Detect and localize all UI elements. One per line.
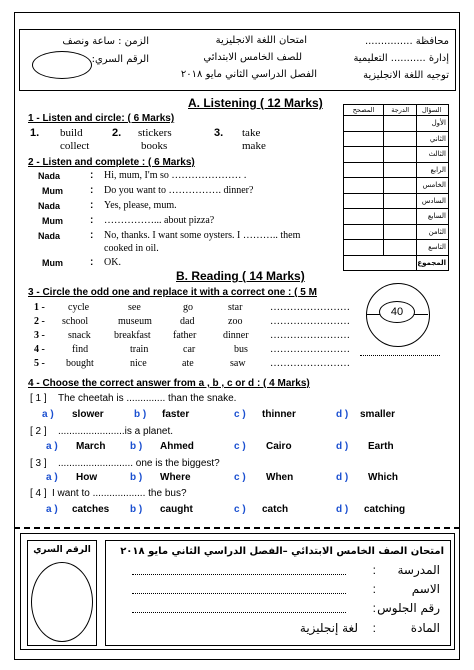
q3-word[interactable]: bus — [234, 344, 248, 355]
dialog-line: cooked in oil. — [104, 243, 159, 254]
speaker-label: Mum — [42, 186, 63, 196]
score-signature-line — [360, 355, 440, 356]
school-label: المدرسة — [397, 563, 440, 577]
name-label: الاسم — [411, 582, 440, 596]
q4-option[interactable]: Cairo — [266, 441, 292, 452]
q4-option[interactable]: Earth — [368, 441, 394, 452]
speaker-label: Mum — [42, 258, 63, 268]
q3-word[interactable]: saw — [230, 358, 246, 369]
colon: : — [372, 563, 376, 577]
exam-header — [19, 29, 456, 91]
q3-row-number: 1 - — [34, 302, 45, 313]
q1-option[interactable]: build — [60, 127, 83, 139]
seat-number-label: رقم الجلوس — [377, 601, 440, 615]
q3-word[interactable]: star — [228, 302, 243, 313]
speaker-label: Nada — [38, 231, 61, 241]
q1-option[interactable]: stickers — [138, 127, 172, 139]
dialog-line: OK. — [104, 257, 121, 268]
q3-row-number: 4 - — [34, 344, 45, 355]
option-letter: a ) — [46, 472, 58, 483]
q3-answer-line[interactable]: …………………… — [270, 316, 350, 327]
q3-word[interactable]: dad — [180, 316, 195, 327]
q3-word[interactable]: museum — [118, 316, 152, 327]
colon: : — [90, 170, 94, 181]
q4-option[interactable]: smaller — [360, 409, 396, 420]
q3-word[interactable]: cycle — [68, 302, 90, 313]
q1-option[interactable]: make — [242, 140, 266, 152]
option-letter: b ) — [130, 441, 143, 452]
term-label: الفصل الدراسي الثاني مايو ٢٠١٨ — [180, 69, 317, 80]
option-letter: a ) — [46, 504, 58, 515]
name-field[interactable] — [132, 593, 346, 594]
q4-option[interactable]: Where — [160, 472, 191, 483]
q4-number: [ 2 ] — [30, 426, 47, 437]
secret-number-box — [27, 540, 97, 646]
school-field[interactable] — [132, 574, 346, 575]
q3-answer-line[interactable]: …………………… — [270, 302, 350, 313]
q4-stem: I want to ................... the bus? — [52, 488, 187, 499]
grades-row-label: الثالث — [417, 147, 449, 163]
q4-option[interactable]: caught — [160, 504, 193, 515]
grades-header: المصحح — [344, 105, 384, 116]
governorate-field: محافظة ............... — [364, 36, 449, 47]
time-label: الزمن : ساعة ونصف — [62, 36, 149, 47]
score-total: 40 — [379, 301, 415, 323]
dialog-line: ……………... about pizza? — [104, 215, 215, 226]
administration-field: إدارة ........... التعليمية — [353, 53, 449, 64]
colon: : — [90, 185, 94, 196]
q3-answer-line[interactable]: …………………… — [270, 358, 350, 369]
colon: : — [372, 582, 376, 596]
speaker-label: Nada — [38, 171, 61, 181]
q1-option[interactable]: collect — [60, 140, 90, 152]
q3-word[interactable]: find — [72, 344, 89, 355]
q3-word[interactable]: train — [130, 344, 149, 355]
colon: : — [90, 257, 94, 268]
grades-row-label: الرابع — [417, 162, 449, 178]
q3-row-number: 3 - — [34, 330, 45, 341]
dialog-line: No, thanks. I want some oysters. I ……….. them — [104, 230, 301, 241]
q4-stem: ........................is a planet. — [58, 426, 174, 437]
q4-option[interactable]: When — [266, 472, 294, 483]
speaker-label: Mum — [42, 216, 63, 226]
q4-stem: The cheetah is .............. than the snake. — [58, 393, 237, 404]
q3-word[interactable]: father — [173, 330, 197, 341]
q3-word[interactable]: nice — [130, 358, 147, 369]
grades-table — [343, 104, 449, 271]
q3-word[interactable]: school — [62, 316, 89, 327]
q1-items — [28, 127, 328, 155]
q4-number: [ 1 ] — [30, 393, 47, 404]
q1-title: 1 - Listen and circle: ( 6 Marks) — [28, 113, 175, 124]
q1-option[interactable]: take — [242, 127, 261, 139]
q4-stem: ........................... one is the biggest? — [58, 458, 220, 469]
q4-option[interactable]: faster — [162, 409, 190, 420]
exam-title: امتحان اللغة الانجليزية — [215, 35, 307, 46]
q4-option[interactable]: catching — [364, 504, 406, 515]
q3-row-number: 2 - — [34, 316, 45, 327]
q2-dialog — [28, 170, 338, 270]
option-letter: d ) — [336, 441, 349, 452]
colon: : — [90, 230, 94, 241]
option-letter: d ) — [336, 472, 349, 483]
q3-word[interactable]: zoo — [228, 316, 243, 327]
q3-word[interactable]: go — [183, 302, 193, 313]
grade-label: للصف الخامس الابتدائي — [203, 52, 302, 63]
dialog-line: Do you want to ……………. dinner? — [104, 185, 254, 196]
q3-word[interactable]: breakfast — [114, 330, 151, 341]
option-letter: b ) — [134, 409, 147, 420]
subject-value: لغة إنجليزية — [299, 621, 358, 635]
dialog-line: Hi, mum, I'm so ………………… . — [104, 170, 247, 181]
q1-item-number: 3. — [214, 127, 224, 139]
colon: : — [90, 215, 94, 226]
option-letter: c ) — [234, 441, 246, 452]
q2-title: 2 - Listen and complete : ( 6 Marks) — [28, 157, 195, 168]
detachable-slip — [20, 533, 455, 650]
option-letter: b ) — [130, 472, 143, 483]
q3-word[interactable]: see — [128, 302, 141, 313]
option-letter: c ) — [234, 504, 246, 515]
seat-number-field[interactable] — [132, 612, 346, 613]
student-info-box — [105, 540, 451, 646]
grades-row-label: الخامس — [417, 178, 449, 194]
cut-line — [14, 527, 460, 529]
option-letter: a ) — [46, 441, 58, 452]
q4-questions — [28, 393, 448, 523]
secret-number-oval — [32, 51, 92, 79]
q4-option[interactable]: Which — [368, 472, 398, 483]
slip-exam-title: امتحان الصف الخامس الابتدائي –الفصل الدراسي الثاني مايو ٢٠١٨ — [120, 546, 444, 557]
grades-row-label: الثامن — [417, 224, 449, 240]
grades-row-label: الثاني — [417, 131, 449, 147]
q4-option[interactable]: catch — [262, 504, 289, 515]
option-letter: d ) — [336, 409, 349, 420]
colon: : — [372, 621, 376, 635]
grades-total-label: المجموع — [417, 255, 449, 271]
q1-option[interactable]: books — [141, 140, 168, 152]
q3-word[interactable]: snack — [68, 330, 91, 341]
q4-option[interactable]: catches — [72, 504, 110, 515]
q3-answer-line[interactable]: …………………… — [270, 330, 350, 341]
q3-title: 3 - Circle the odd one and replace it with a correct one : ( 5 M — [28, 287, 317, 298]
q4-option[interactable]: How — [76, 472, 98, 483]
q4-option[interactable]: March — [76, 441, 106, 452]
q3-word[interactable]: ate — [182, 358, 194, 369]
q3-word[interactable]: bought — [66, 358, 94, 369]
score-circle — [366, 283, 430, 347]
q4-option[interactable]: slower — [72, 409, 104, 420]
supervision-label: توجيه اللغة الانجليزية — [363, 70, 449, 81]
grades-header: الدرجة — [383, 105, 416, 116]
option-letter: c ) — [234, 409, 246, 420]
q1-item-number: 2. — [112, 127, 122, 139]
option-letter: a ) — [42, 409, 54, 420]
q4-number: [ 3 ] — [30, 458, 47, 469]
q4-option[interactable]: thinner — [262, 409, 296, 420]
grades-row-label: السابع — [417, 209, 449, 225]
colon: : — [90, 200, 94, 211]
option-letter: c ) — [234, 472, 246, 483]
grades-header-row — [344, 105, 449, 116]
colon: : — [372, 601, 376, 615]
secret-number-circle — [31, 562, 93, 642]
option-letter: d ) — [336, 504, 349, 515]
section-b-title: B. Reading ( 14 Marks) — [176, 269, 305, 283]
q4-title: 4 - Choose the correct answer from a , b , c or d : ( 4 Marks) — [28, 378, 310, 389]
q3-rows — [28, 302, 348, 372]
q4-number: [ 4 ] — [30, 488, 47, 499]
q3-word[interactable]: car — [183, 344, 196, 355]
q4-option[interactable]: Ahmed — [160, 441, 194, 452]
subject-label: المادة — [410, 621, 440, 635]
q3-answer-line[interactable]: …………………… — [270, 344, 350, 355]
q3-word[interactable]: dinner — [223, 330, 249, 341]
speaker-label: Nada — [38, 201, 61, 211]
grades-row-label: السادس — [417, 193, 449, 209]
dialog-line: Yes, please, mum. — [104, 200, 177, 211]
secret-number-label: الرقم السري — [33, 545, 91, 555]
section-a-title: A. Listening ( 12 Marks) — [188, 96, 323, 110]
q3-row-number: 5 - — [34, 358, 45, 369]
option-letter: b ) — [130, 504, 143, 515]
grades-header: السؤال — [417, 105, 449, 116]
q1-item-number: 1. — [30, 127, 40, 139]
grades-row-label: التاسع — [417, 240, 449, 256]
grades-row-label: الأول — [417, 116, 449, 132]
secret-number-label: الرقم السري: — [91, 54, 149, 65]
